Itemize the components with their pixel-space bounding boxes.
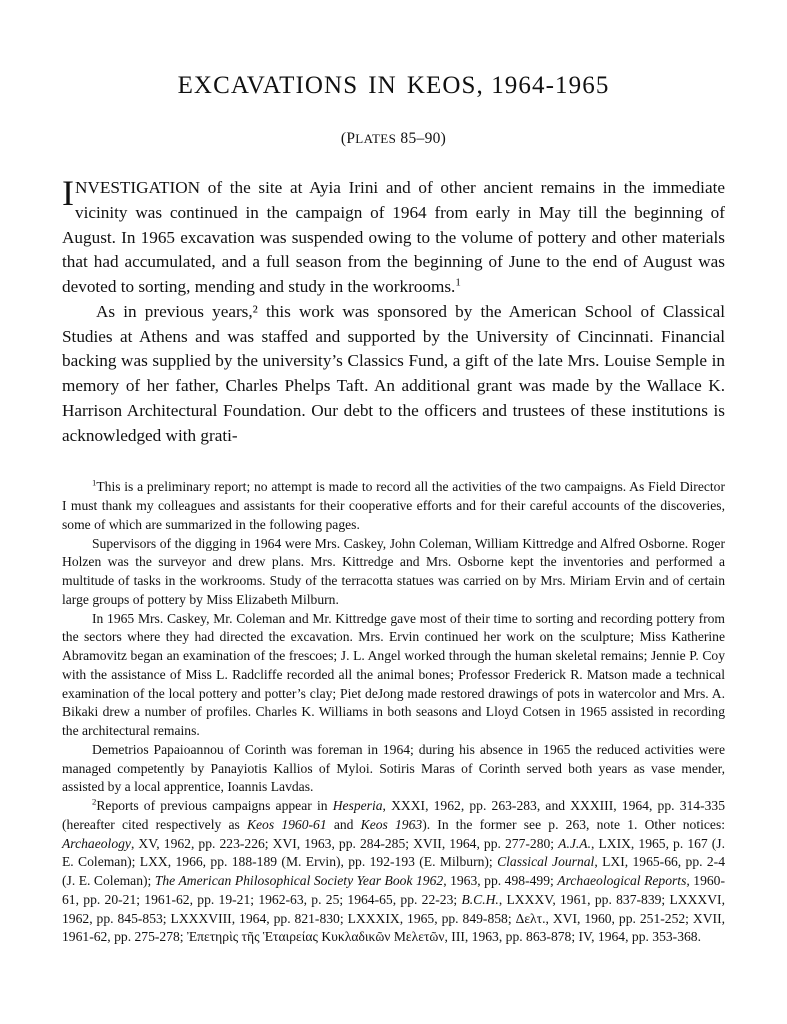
footnote-2-segment-8: , XV, 1962, pp. 223-226; XVI, 1963, pp. 284-285; XVII, 1964, pp. 277-280; (130, 835, 559, 851)
footnote-2-segment-16: 1960-61, pp. 20-21; 1961-62, pp. 19-21; 1962-63, p. 25; 1964-65, pp. 22-23; (62, 873, 726, 907)
footnotes-block (62, 478, 725, 947)
footnote-ref-1: 1 (455, 276, 461, 289)
footnote-2-segment-5: Keos 1963 (360, 816, 423, 832)
paragraph-1-text: NVESTIGATION of the site at Ayia Irini and of other ancient remains in the immediate vicinity was continued in the campaign of 1964 from early in May till the beginning of August. In 1965 excavation was suspended owing to the volume of pottery and other materials that had accumulated, and a full season from the beginning of June to the end of August was devoted to sorting, mending and study in the workrooms. (62, 178, 725, 297)
footnote-1-text: This is a preliminary report; no attempt is made to record all the activities of the two campaigns. As Field Director I must thank my colleagues and assistants for their cooperative efforts and for their careful accounts of the discoveries, some of which are summarized in the following pages. (62, 479, 725, 532)
footnote-2-segment-10: , LXIX, 1965, p. 167 (J. E. Coleman); LXX, 1966, pp. 188-189 (M. Ervin), pp. 192-193 (E. Milburn); (62, 835, 725, 870)
footnote-2-segment-0: Reports of previous campaigns appear in (96, 798, 333, 814)
footnote-2-segment-4: and (326, 816, 361, 832)
body-text (62, 173, 725, 448)
footnote-2-segment-13: The American Philosophical Society Year Book 1962 (154, 873, 444, 889)
footnote-2 (62, 797, 725, 947)
paragraph-1 (62, 173, 725, 300)
paragraph-2-text: As in previous years,² this work was sponsored by the American School of Classical Studies at Athens and was staffed and supported by the University of Cincinnati. Financial backing was supplied by the university’s Classics Fund, a gift of the late Mrs. Louise Semple in memory of her father, Charles Phelps Taft. An additional grant was made by the Wallace K. Harrison Architectural Foundation. Our debt to the officers and trustees of these institutions is acknowledged with grati- (62, 301, 725, 445)
paragraph-2 (62, 300, 725, 449)
plates-smallcaps: LATES (355, 131, 397, 146)
footnote-2-segment-12: , LXI, 1965-66, pp. 2-4 (J. E. Coleman); (62, 854, 726, 889)
footnote-2-segment-18: , LXXXV, 1961, pp. 837-839; LXXXVI, 1962, pp. 845-853; LXXXVIII, 1964, pp. 821-830; LXXXIX, 1965, pp. 849-858; Δελτ., XVI, 1960, pp. 251-252; XVII, 1961-62, pp. 275-278; Ἐπετηρὶς τῆς Ἑταιρείας Κυκλαδικῶν Μελετῶν, III, 1963, pp. 863-878; IV, 1964, pp. 353-368. (62, 891, 725, 945)
footnote-2-segment-6: ). In the former see p. 263, note 1. Other notices: (422, 816, 726, 832)
footnote-2-segment-11: Classical Journal (497, 854, 595, 870)
drop-cap: I (62, 173, 74, 213)
footnote-1-cont-a-text: Supervisors of the digging in 1964 were Mrs. Caskey, John Coleman, William Kittredge and Alfred Osborne. Roger Holzen was the surveyor and drew plans. Mrs. Kittredge and Mrs. Osborne kept the inventories and performed a multitude of tasks in the workrooms. Study of the terracotta statues was carried on by Mrs. Miriam Ervin and of certain large groups of pottery by Miss Elizabeth Milburn. (62, 535, 725, 607)
title-word-keos-years: KEOS, 1964-1965 (406, 72, 610, 99)
footnote-1-cont-b-text: In 1965 Mrs. Caskey, Mr. Coleman and Mr. Kittredge gave most of their time to sorting and recording pottery from the sectors where they had directed the excavation. Mrs. Ervin continued her work on the sculpture; Miss Katherine Abramovitz began an examination of the frescoes; J. L. Angel worked through the human skeletal remains; Jennie P. Coy with the assistance of Miss L. Radcliffe recorded all the animal bones; Professor Frederick R. Matson made a technical examination of the local pottery and potter’s clay; Piet deJong made restored drawings of pots in watercolor and Mrs. A. Bikaki drew a number of profiles. Charles K. Williams in both seasons and Lloyd Cotsen in 1965 assisted in recording the architectural remains. (62, 610, 725, 739)
footnote-1-cont-a (62, 535, 725, 610)
footnote-2-segment-15: Archaeological Reports, (557, 873, 690, 889)
footnote-marker-1: 1 (92, 477, 97, 488)
title-word-excavations: EXCAVATIONS (177, 72, 359, 99)
footnote-2-segment-3: Keos 1960-61 (246, 816, 327, 832)
plates-reference (62, 130, 725, 148)
footnote-2-segment-14: , 1963, pp. 498-499; (443, 873, 558, 889)
plates-suffix: 85–90) (396, 130, 447, 147)
footnote-2-segment-2: , XXXI, 1962, pp. 263-283, and XXXIII, 1964, pp. 314-335 (hereafter cited respectively as (62, 798, 726, 832)
footnote-2-segment-17: B.C.H. (461, 891, 499, 907)
footnote-1-cont-c (62, 741, 725, 797)
footnote-marker-2: 2 (92, 796, 97, 807)
footnote-2-segment-9: A.J.A. (558, 835, 591, 851)
plates-prefix: (P (340, 130, 356, 147)
footnote-1 (62, 478, 725, 534)
footnote-2-text (62, 798, 725, 944)
title-word-in: IN (368, 72, 397, 99)
page-title (62, 72, 725, 100)
footnote-1-cont-b (62, 610, 725, 741)
footnote-2-segment-7: Archaeology (62, 835, 131, 851)
footnote-1-cont-c-text: Demetrios Papaioannou of Corinth was foreman in 1964; during his absence in 1965 the reduced activities were managed competently by Panayiotis Kallios of Myloi. Sotiris Maras of Corinth served both years as vase mender, assisted by a local apprentice, Ioannis Lavdas. (62, 741, 725, 795)
footnote-2-segment-1: Hesperia (332, 798, 383, 814)
